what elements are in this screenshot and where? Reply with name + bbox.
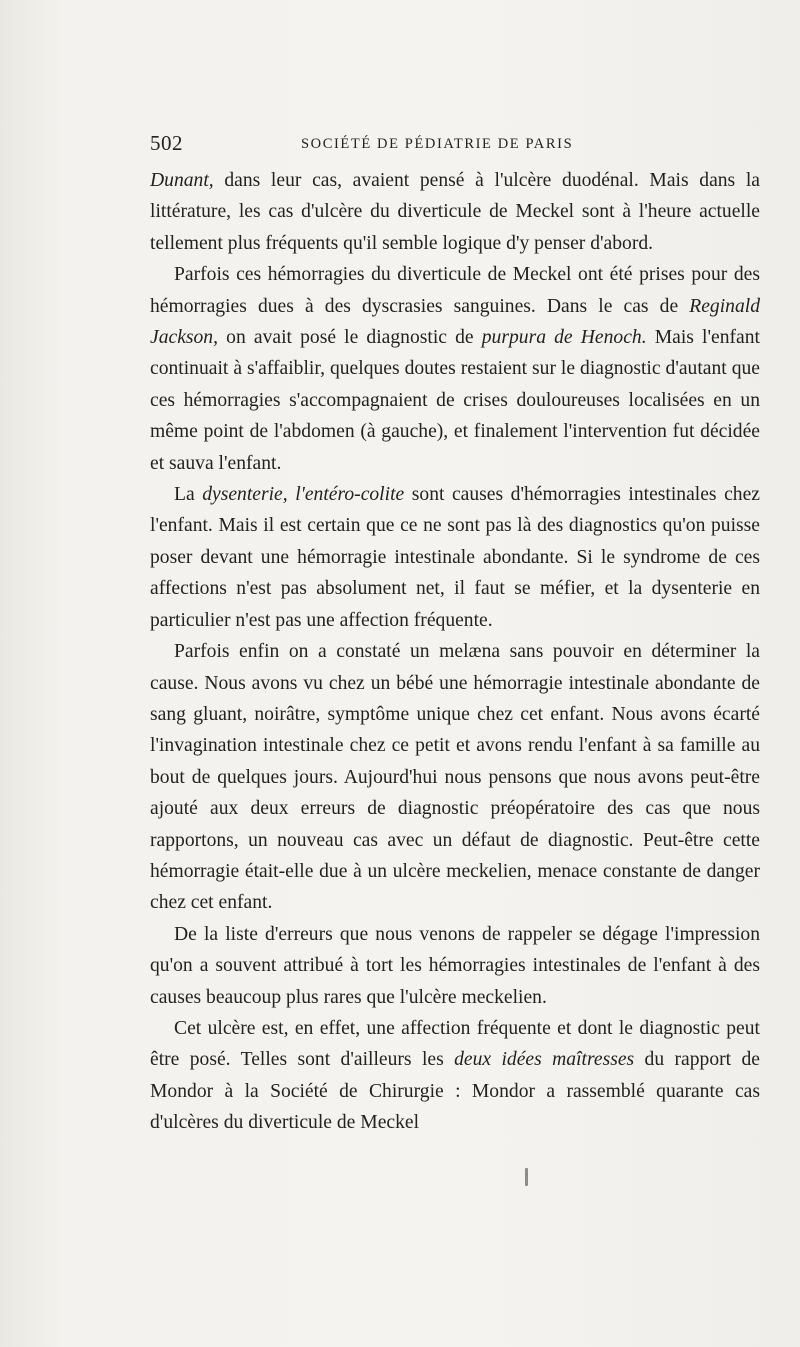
- paragraph-p3: [150, 479, 760, 636]
- text-segment: sont causes d'hémorragies intestinales chez l'enfant. Mais il est certain que ce ne sont pas là des diagnostics qu'on puisse poser devant une hémorragie intestinale abondante. Si le syndrome de ces affections n'est pas absolument net, il faut se méfier, et la dysenterie en particulier n'est pas une affection fréquente.: [150, 484, 760, 631]
- print-mark: [525, 1168, 528, 1186]
- page-header: [150, 131, 790, 161]
- text-segment: Mais l'enfant continuait à s'affaiblir, quelques doutes restaient sur le diagnostic d'autant que ces hémorragies s'accompagnaient de crises douloureuses localisées en un même point de l'abdomen (à gauche), et finalement l'intervention fut décidée et sauva l'enfant.: [150, 327, 760, 474]
- text-segment: La: [174, 484, 203, 506]
- page-number: 502: [150, 131, 183, 155]
- text-segment: Parfois ces hémorragies du diverticule de Meckel ont été prises pour des hémorragies dues à des dyscrasies sanguines. Dans le cas de: [150, 264, 760, 317]
- text-segment: dans leur cas, avaient pensé à l'ulcère duodénal. Mais dans la littérature, les cas d'ulcère du diverticule de Meckel sont à l'heure actuelle tellement plus fréquents qu'il semble logique d'y penser d'abord.: [150, 170, 760, 254]
- running-title: SOCIÉTÉ DE PÉDIATRIE DE PARIS: [301, 136, 574, 152]
- text-segment: on avait posé le diagnostic de: [218, 327, 482, 349]
- body-text: [150, 165, 760, 1139]
- italic-text: Dunant,: [150, 170, 214, 191]
- paragraph-p2: [150, 259, 760, 479]
- paragraph-p1: [150, 165, 760, 259]
- paragraph-p4: [150, 636, 760, 919]
- text-segment: Parfois enfin on a constaté un melæna sans pouvoir en déterminer la cause. Nous avons vu chez un bébé une hémorragie intestinale abondante de sang gluant, noirâtre, symptôme unique chez cet enfant. Nous avons écarté l'invagination intestinale chez ce petit et avons rendu l'enfant à sa famille au bout de quelques jours. Aujourd'hui nous pensons que nous avons peut-être ajouté aux deux erreurs de diagnostic préopératoire des cas que nous rapportons, un nouveau cas avec un défaut de diagnostic. Peut-être cette hémorragie était-elle due à un ulcère meckelien, menace constante de danger chez cet enfant.: [150, 641, 760, 914]
- text-segment: De la liste d'erreurs que nous venons de rappeler se dégage l'impression qu'on a souvent attribué à tort les hémorragies intestinales de l'enfant à des causes beaucoup plus rares que l'ulcère meckelien.: [150, 923, 760, 1008]
- paragraph-p6: [150, 1013, 760, 1139]
- italic-text: Reginald Jackson,: [150, 295, 760, 349]
- italic-text: deux idées maîtresses: [454, 1049, 635, 1071]
- text-segment: du rapport de Mondor à la Société de Chirurgie : Mondor a rassemblé quarante cas d'ulcères du diverticule de Meckel: [150, 1049, 760, 1134]
- paragraph-p5: [150, 919, 760, 1013]
- italic-text: dysenterie,: [202, 484, 288, 506]
- italic-text: purpura de Henoch.: [481, 327, 647, 349]
- text-segment: Cet ulcère est, en effet, une affection fréquente et dont le diagnostic peut être posé. Telles sont d'ailleurs les: [150, 1017, 760, 1071]
- italic-text: l'entéro-colite: [295, 484, 405, 506]
